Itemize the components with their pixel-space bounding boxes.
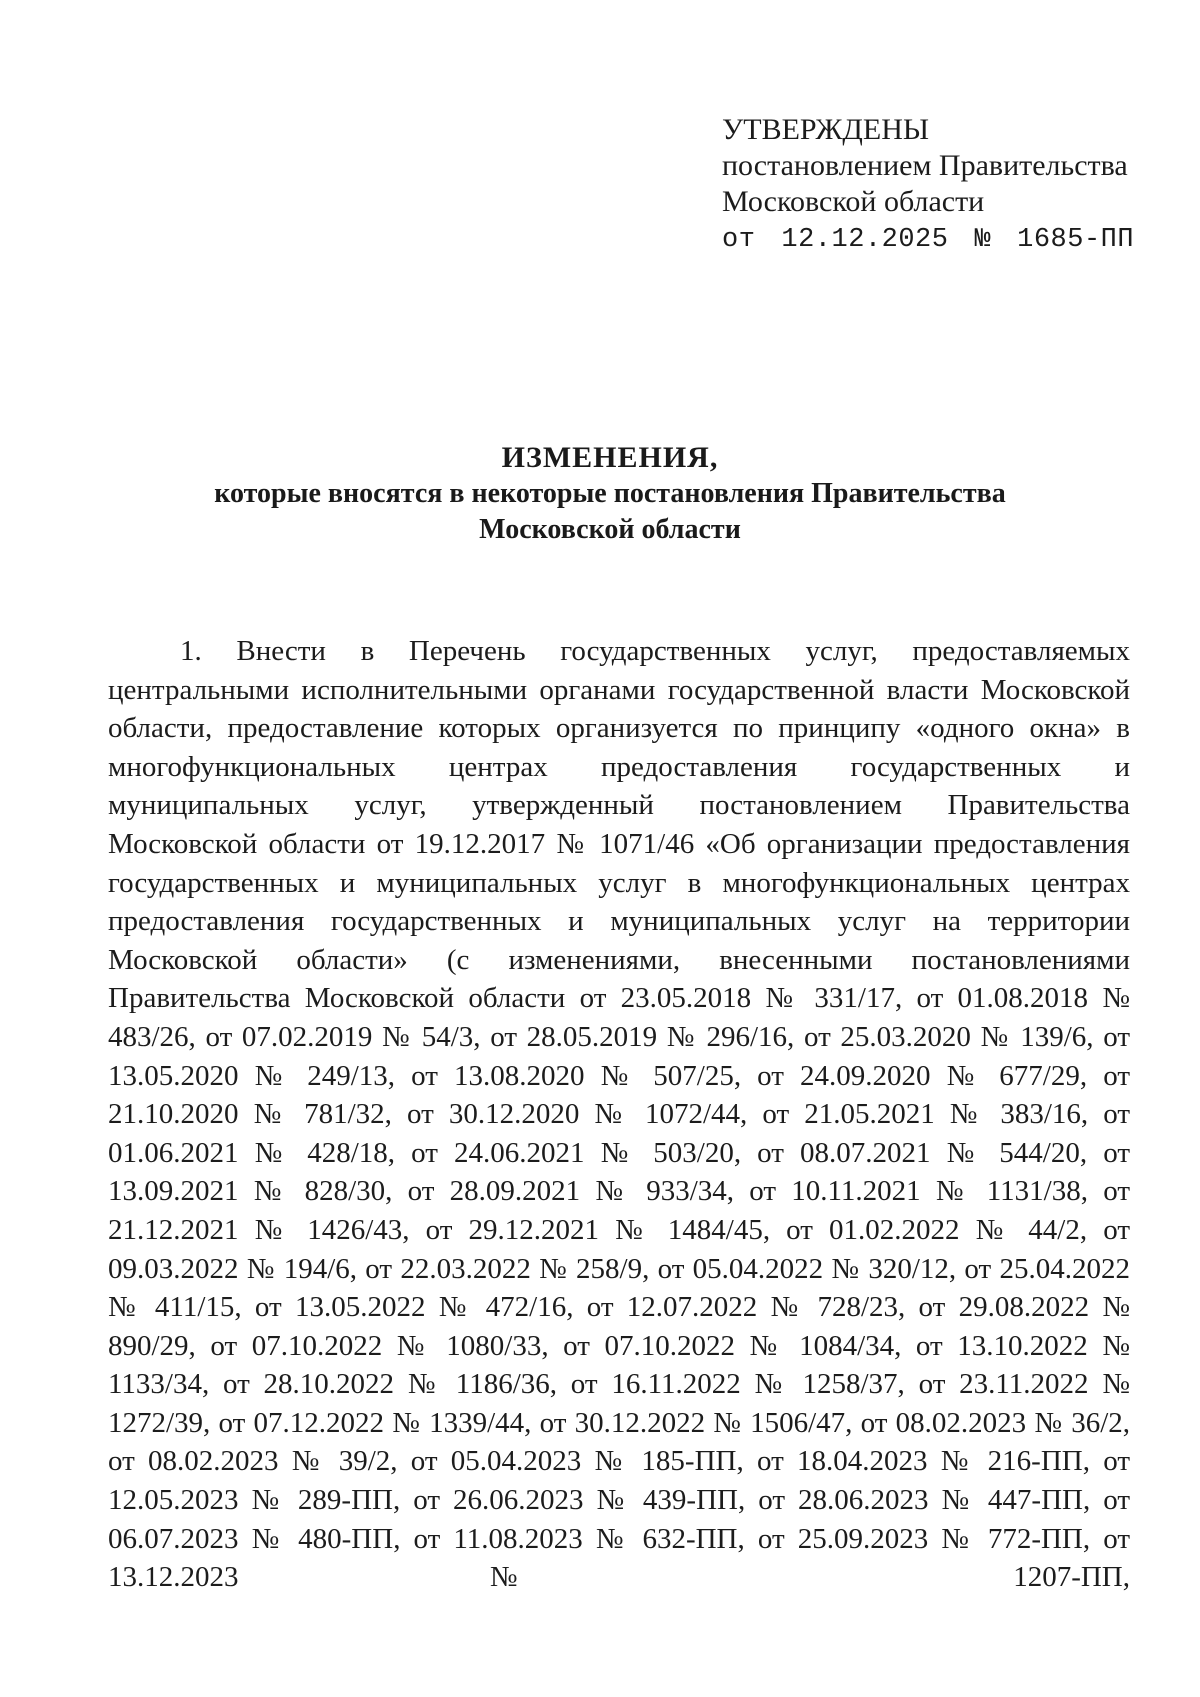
approval-authority-line: постановлением Правительства (722, 149, 1128, 182)
document-heading (160, 440, 1060, 548)
approval-number: 1685-ПП (1017, 225, 1135, 255)
approval-region-line: Московской области (722, 185, 985, 218)
approval-date: 12.12.2025 (781, 225, 949, 255)
approval-date-prefix: от (722, 225, 756, 255)
document-subtitle-line-2: Московской области (479, 514, 741, 545)
approval-date-line (722, 222, 1162, 258)
document-title: ИЗМЕНЕНИЯ, (501, 441, 719, 474)
approval-number-sign: № (974, 225, 992, 255)
approval-title: УТВЕРЖДЕНЫ (722, 113, 930, 146)
approval-stamp (722, 112, 1162, 258)
document-subtitle-line-1: которые вносятся в некоторые постановления Правительства (214, 478, 1006, 509)
paragraph-1: 1. Внести в Перечень государственных услуг, предоставляемых центральными исполнительными органами государственной власти Московской области, предоставление которых организуется по принципу «одного окна» в многофункциональных центрах предоставления государственных и муниципальных услуг, утвержденный постановлением Правительства Московской области от 19.12.2017 № 1071/46 «Об организации предоставления государственных и муниципальных услуг в многофункциональных центрах предоставления государственных и муниципальных услуг на территории Московской области» (с изменениями, внесенными постановлениями Правительства Московской области от 23.05.2018 № 331/17, от 01.08.2018 № 483/26, от 07.02.2019 № 54/3, от 28.05.2019 № 296/16, от 25.03.2020 № 139/6, от 13.05.2020 № 249/13, от 13.08.2020 № 507/25, от 24.09.2020 № 677/29, от 21.10.2020 № 781/32, от 30.12.2020 № 1072/44, от 21.05.2021 № 383/16, от 01.06.2021 № 428/18, от 24.06.2021 № 503/20, от 08.07.2021 № 544/20, от 13.09.2021 № 828/30, от 28.09.2021 № 933/34, от 10.11.2021 № 1131/38, от 21.12.2021 № 1426/43, от 29.12.2021 № 1484/45, от 01.02.2022 № 44/2, от 09.03.2022 № 194/6, от 22.03.2022 № 258/9, от 05.04.2022 № 320/12, от 25.04.2022 № 411/15, от 13.05.2022 № 472/16, от 12.07.2022 № 728/23, от 29.08.2022 № 890/29, от 07.10.2022 № 1080/33, от 07.10.2022 № 1084/34, от 13.10.2022 № 1133/34, от 28.10.2022 № 1186/36, от 16.11.2022 № 1258/37, от 23.11.2022 № 1272/39, от 07.12.2022 № 1339/44, от 30.12.2022 № 1506/47, от 08.02.2023 № 36/2, от 08.02.2023 № 39/2, от 05.04.2023 № 185-ПП, от 18.04.2023 № 216-ПП, от 12.05.2023 № 289-ПП, от 26.06.2023 № 439-ПП, от 28.06.2023 № 447-ПП, от 06.07.2023 № 480-ПП, от 11.08.2023 № 632-ПП, от 25.09.2023 № 772-ПП, от 13.12.2023 № 1207-ПП, (108, 635, 1130, 1594)
document-body (108, 632, 1130, 1597)
